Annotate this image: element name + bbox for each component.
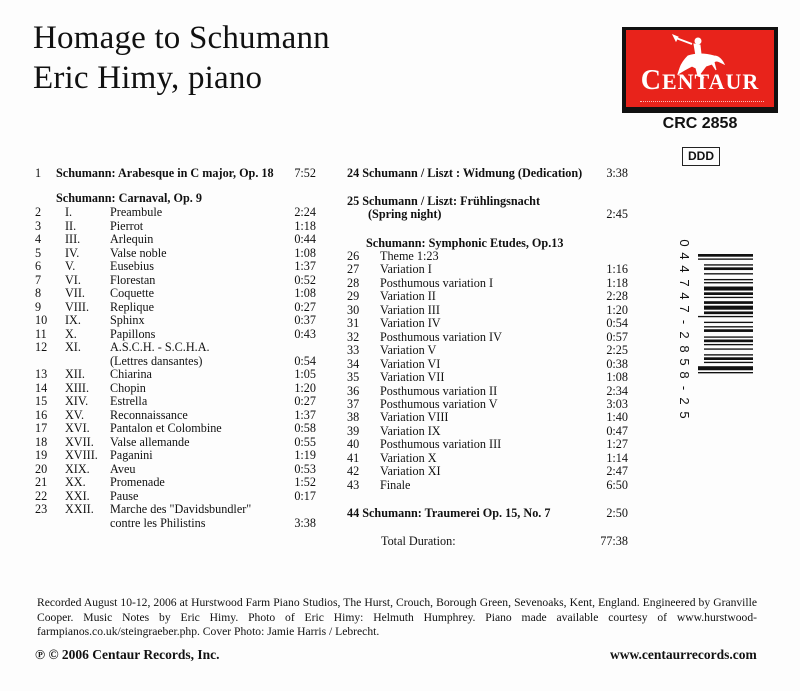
track-title: 44 Schumann: Traumerei Op. 15, No. 7 (347, 506, 551, 520)
barcode-bar (704, 306, 753, 310)
track-time: 0:38 (606, 356, 628, 371)
movement-numeral: II. (65, 218, 77, 233)
track-time: 1:16 (606, 262, 628, 277)
movement-numeral: V. (65, 259, 76, 273)
barcode-bar (698, 372, 753, 373)
track-title: Pantalon et Colombine (110, 421, 222, 435)
catalog-number: CRC 2858 (662, 115, 738, 132)
track-title: Posthumous variation I (380, 275, 494, 290)
track-title: Valse noble (110, 245, 167, 260)
track-number: 33 (347, 343, 360, 358)
track-number: 2 (35, 205, 42, 219)
barcode-digit: 7 (677, 278, 692, 287)
track-time: 0:54 (606, 316, 628, 331)
track-number: 3 (35, 218, 42, 233)
track-title: Variation X (380, 450, 437, 465)
track-title: Variation IX (380, 423, 441, 438)
barcode-bar (704, 340, 753, 343)
movement-numeral: XXII. (65, 502, 94, 516)
track-number: 22 (35, 488, 48, 503)
track-number: 7 (35, 272, 42, 287)
track-title: Variation VI (380, 356, 441, 371)
track-title: Posthumous variation IV (380, 329, 502, 344)
track-time: 3:38 (294, 515, 316, 530)
track-title: Pierrot (110, 218, 144, 233)
track-time: 3:38 (606, 166, 628, 180)
movement-numeral: XV. (65, 407, 85, 422)
copyright-notice: ℗ © 2006 Centaur Records, Inc. (35, 647, 220, 662)
track-title-line2: contre les Philistins (110, 515, 206, 530)
track-title: Sphinx (110, 313, 145, 327)
barcode-bar (704, 357, 753, 360)
movement-numeral: III. (65, 232, 81, 246)
track-number: 12 (35, 340, 48, 354)
barcode-digit: 8 (677, 371, 692, 379)
barcode-digit: 4 (677, 292, 692, 300)
track-number: 42 (347, 464, 360, 479)
track-time: 7:52 (294, 166, 316, 180)
total-duration-label: Total Duration: (381, 534, 456, 548)
track-number: 23 (35, 502, 48, 516)
track-number: 27 (347, 262, 360, 277)
track-time: 0:55 (294, 434, 316, 449)
track-title: 24 Schumann / Liszt : Widmung (Dedication) (347, 166, 583, 180)
barcode-bar (704, 329, 753, 332)
track-time: 1:19 (294, 448, 316, 462)
movement-numeral: XVII. (65, 434, 94, 449)
track-number: 14 (35, 380, 48, 395)
track-number: 15 (35, 394, 48, 408)
track-title: Schumann: Arabesque in C major, Op. 18 (56, 166, 274, 180)
track-time: 1:20 (294, 380, 316, 395)
track-number: 4 (35, 232, 42, 246)
track-time: 1:08 (294, 245, 316, 260)
barcode-digit: 5 (677, 358, 692, 366)
track-time: 0:27 (294, 299, 316, 314)
total-duration-value: 77:38 (600, 534, 628, 548)
track-time: 1:18 (294, 218, 316, 233)
track-number: 34 (347, 356, 360, 371)
barcode-bars (680, 236, 755, 426)
track-number: 19 (35, 448, 48, 462)
movement-numeral: XX. (65, 475, 86, 489)
movement-numeral: XIV. (65, 394, 89, 408)
movement-numeral: IV. (65, 245, 80, 260)
track-title: A.S.C.H. - S.C.H.A. (110, 340, 210, 354)
track-time: 1:52 (294, 475, 316, 489)
track-title: Finale (380, 477, 411, 492)
movement-numeral: XII. (65, 367, 85, 381)
track-time: 2:25 (606, 343, 628, 358)
movement-numeral: XIII. (65, 380, 90, 395)
track-time: 0:53 (294, 461, 316, 476)
track-number: 38 (347, 410, 360, 425)
track-time: 1:40 (606, 410, 628, 425)
track-title: Preambule (110, 205, 163, 219)
track-title: Reconnaissance (110, 407, 188, 422)
track-title: Florestan (110, 272, 156, 287)
track-title: Theme 1:23 (380, 249, 439, 263)
barcode-digit: 7 (677, 305, 692, 313)
track-number: 41 (347, 450, 360, 465)
track-title: Posthumous variation V (380, 396, 498, 411)
track-time: 1:08 (294, 286, 316, 300)
track-title: Chiarina (110, 367, 152, 381)
barcode-bar (704, 336, 753, 337)
barcode-bar (704, 273, 753, 274)
track-time: 6:50 (606, 477, 628, 492)
barcode-bar (698, 366, 753, 370)
track-number: 10 (35, 313, 48, 327)
track-number: 11 (35, 326, 47, 341)
track-title: Replique (110, 299, 155, 314)
track-title: Papillons (110, 326, 156, 341)
barcode-bar (704, 326, 753, 327)
track-title: Pause (110, 488, 139, 503)
track-number: 43 (347, 477, 360, 492)
barcode (677, 236, 755, 426)
track-time: 0:44 (294, 232, 316, 246)
track-title: Posthumous variation II (380, 383, 498, 398)
track-time: 1:14 (606, 450, 628, 465)
track-title: Chopin (110, 380, 146, 395)
movement-numeral: XVIII. (65, 448, 98, 462)
work-heading-etudes: Schumann: Symphonic Etudes, Op.13 (366, 236, 564, 250)
logo-wordmark: CENTAUR (640, 65, 760, 96)
track-title: Coquette (110, 286, 155, 300)
track-number: 6 (35, 259, 42, 273)
track-number: 39 (347, 423, 360, 438)
barcode-digit: - (677, 320, 692, 325)
track-time: 0:17 (294, 488, 316, 503)
track-time: 1:08 (606, 370, 628, 385)
movement-numeral: XVI. (65, 421, 90, 435)
movement-numeral: XI. (65, 340, 81, 354)
track-time: 2:34 (606, 383, 628, 398)
barcode-digit: 8 (677, 344, 692, 353)
barcode-bar (704, 279, 753, 280)
barcode-digit: 0 (677, 239, 692, 247)
barcode-bar (704, 292, 753, 295)
movement-numeral: I. (65, 205, 73, 219)
track-title: Variation XI (380, 464, 441, 479)
track-number: 30 (347, 302, 360, 317)
track-time: 0:47 (606, 423, 628, 438)
track-title: Promenade (110, 475, 165, 489)
track-time: 0:43 (294, 326, 316, 341)
movement-numeral: VI. (65, 272, 81, 287)
track-title: Posthumous variation III (380, 437, 502, 452)
album-title: Homage to Schumann (33, 20, 330, 56)
track-number: 32 (347, 329, 360, 344)
movement-numeral: XXI. (65, 488, 90, 503)
barcode-bar (704, 297, 753, 298)
track-title: Variation V (380, 343, 437, 358)
track-title-line2: (Lettres dansantes) (110, 353, 203, 368)
track-number: 21 (35, 475, 48, 489)
barcode-bar (704, 322, 753, 323)
barcode-bar (704, 282, 753, 283)
track-time: 0:37 (294, 313, 316, 327)
track-time: 0:27 (294, 394, 316, 408)
track-time: 1:20 (606, 302, 628, 317)
track-number: 29 (347, 289, 360, 304)
track-number: 5 (35, 245, 42, 260)
track-title: Variation VII (380, 370, 445, 385)
track-title-line2: (Spring night) (368, 207, 442, 221)
track-time: 2:47 (606, 464, 628, 479)
track-time: 1:05 (294, 367, 316, 381)
track-time: 1:37 (294, 259, 316, 273)
performer-line: Eric Himy, piano (33, 60, 263, 96)
track-title: Variation II (380, 289, 436, 304)
barcode-bar (704, 311, 753, 314)
barcode-bar (698, 254, 753, 257)
barcode-digit: 2 (677, 397, 692, 405)
track-number: 1 (35, 166, 42, 180)
track-title: Estrella (110, 394, 148, 408)
barcode-bar (704, 287, 753, 291)
barcode-digit: 5 (677, 410, 692, 419)
track-number: 17 (35, 421, 48, 435)
track-time: 0:54 (294, 353, 316, 368)
movement-numeral: IX. (65, 313, 81, 327)
track-time: 1:18 (606, 275, 628, 290)
track-time: 0:52 (294, 272, 316, 287)
barcode-bar (704, 354, 753, 355)
barcode-bar (698, 316, 753, 317)
movement-numeral: X. (65, 326, 77, 341)
recording-code-badge: DDD (682, 147, 720, 166)
track-title: Eusebius (110, 259, 155, 273)
track-title: Arlequin (110, 232, 154, 246)
track-title: Variation I (380, 262, 432, 277)
barcode-bar (704, 301, 753, 304)
track-number: 40 (347, 437, 360, 452)
barcode-digit: - (677, 386, 692, 391)
track-time: 0:58 (294, 421, 316, 435)
track-number: 37 (347, 396, 360, 411)
track-number: 36 (347, 383, 360, 398)
track-number: 8 (35, 286, 42, 300)
track-time: 2:45 (606, 207, 628, 221)
track-time: 2:24 (294, 205, 316, 219)
recording-credits: Recorded August 10-12, 2006 at Hurstwood Farm Piano Studios, The Hurst, Crouch, Borough Green, Sevenoaks, Kent, England. Engineered by Granville Cooper. Music Notes by Eric Himy. Photo of Eric Himy: Helmuth Humphrey. Piano made available courtesy of www.hurstwood-farmpianos.co.uk/steingraeber.php. Cover Photo: Jamie Harris / Lebrecht. (37, 596, 757, 638)
track-title: Paganini (110, 448, 153, 462)
work-heading-carnaval: Schumann: Carnaval, Op. 9 (56, 191, 202, 205)
movement-numeral: XIX. (65, 461, 90, 476)
movement-numeral: VIII. (65, 299, 90, 314)
track-number: 9 (35, 299, 42, 314)
centaur-logo (622, 27, 778, 113)
barcode-digit: 4 (677, 265, 692, 273)
barcode-bar (698, 258, 753, 259)
barcode-bar (704, 344, 753, 345)
track-time: 1:27 (606, 437, 628, 452)
track-title: Variation III (380, 302, 440, 317)
track-number: 20 (35, 461, 48, 476)
barcode-digit: 2 (677, 331, 692, 339)
track-title: Aveu (110, 461, 136, 476)
track-title: Variation IV (380, 316, 441, 331)
track-number: 18 (35, 434, 48, 449)
track-title: Marche des "Davidsbundler" (110, 502, 252, 516)
track-number: 26 (347, 249, 360, 263)
movement-numeral: VII. (65, 286, 85, 300)
track-number: 35 (347, 370, 360, 385)
track-time: 0:57 (606, 329, 628, 344)
website-link[interactable]: www.centaurrecords.com (610, 647, 757, 662)
barcode-digit: 4 (677, 252, 692, 260)
logo-divider (640, 101, 764, 102)
track-number: 28 (347, 275, 360, 290)
track-time: 2:28 (606, 289, 628, 304)
track-title: 25 Schumann / Liszt: Frühlingsnacht (347, 194, 541, 208)
barcode-bar (704, 348, 753, 349)
barcode-bar (704, 362, 753, 363)
track-time: 1:37 (294, 407, 316, 422)
track-title: Variation VIII (380, 410, 449, 425)
barcode-bar (704, 267, 753, 270)
barcode-bar (704, 264, 753, 265)
track-time: 2:50 (606, 506, 628, 520)
track-number: 13 (35, 367, 48, 381)
track-number: 16 (35, 407, 48, 422)
track-title: Valse allemande (110, 434, 190, 449)
track-number: 31 (347, 316, 360, 331)
track-time: 3:03 (606, 396, 628, 411)
